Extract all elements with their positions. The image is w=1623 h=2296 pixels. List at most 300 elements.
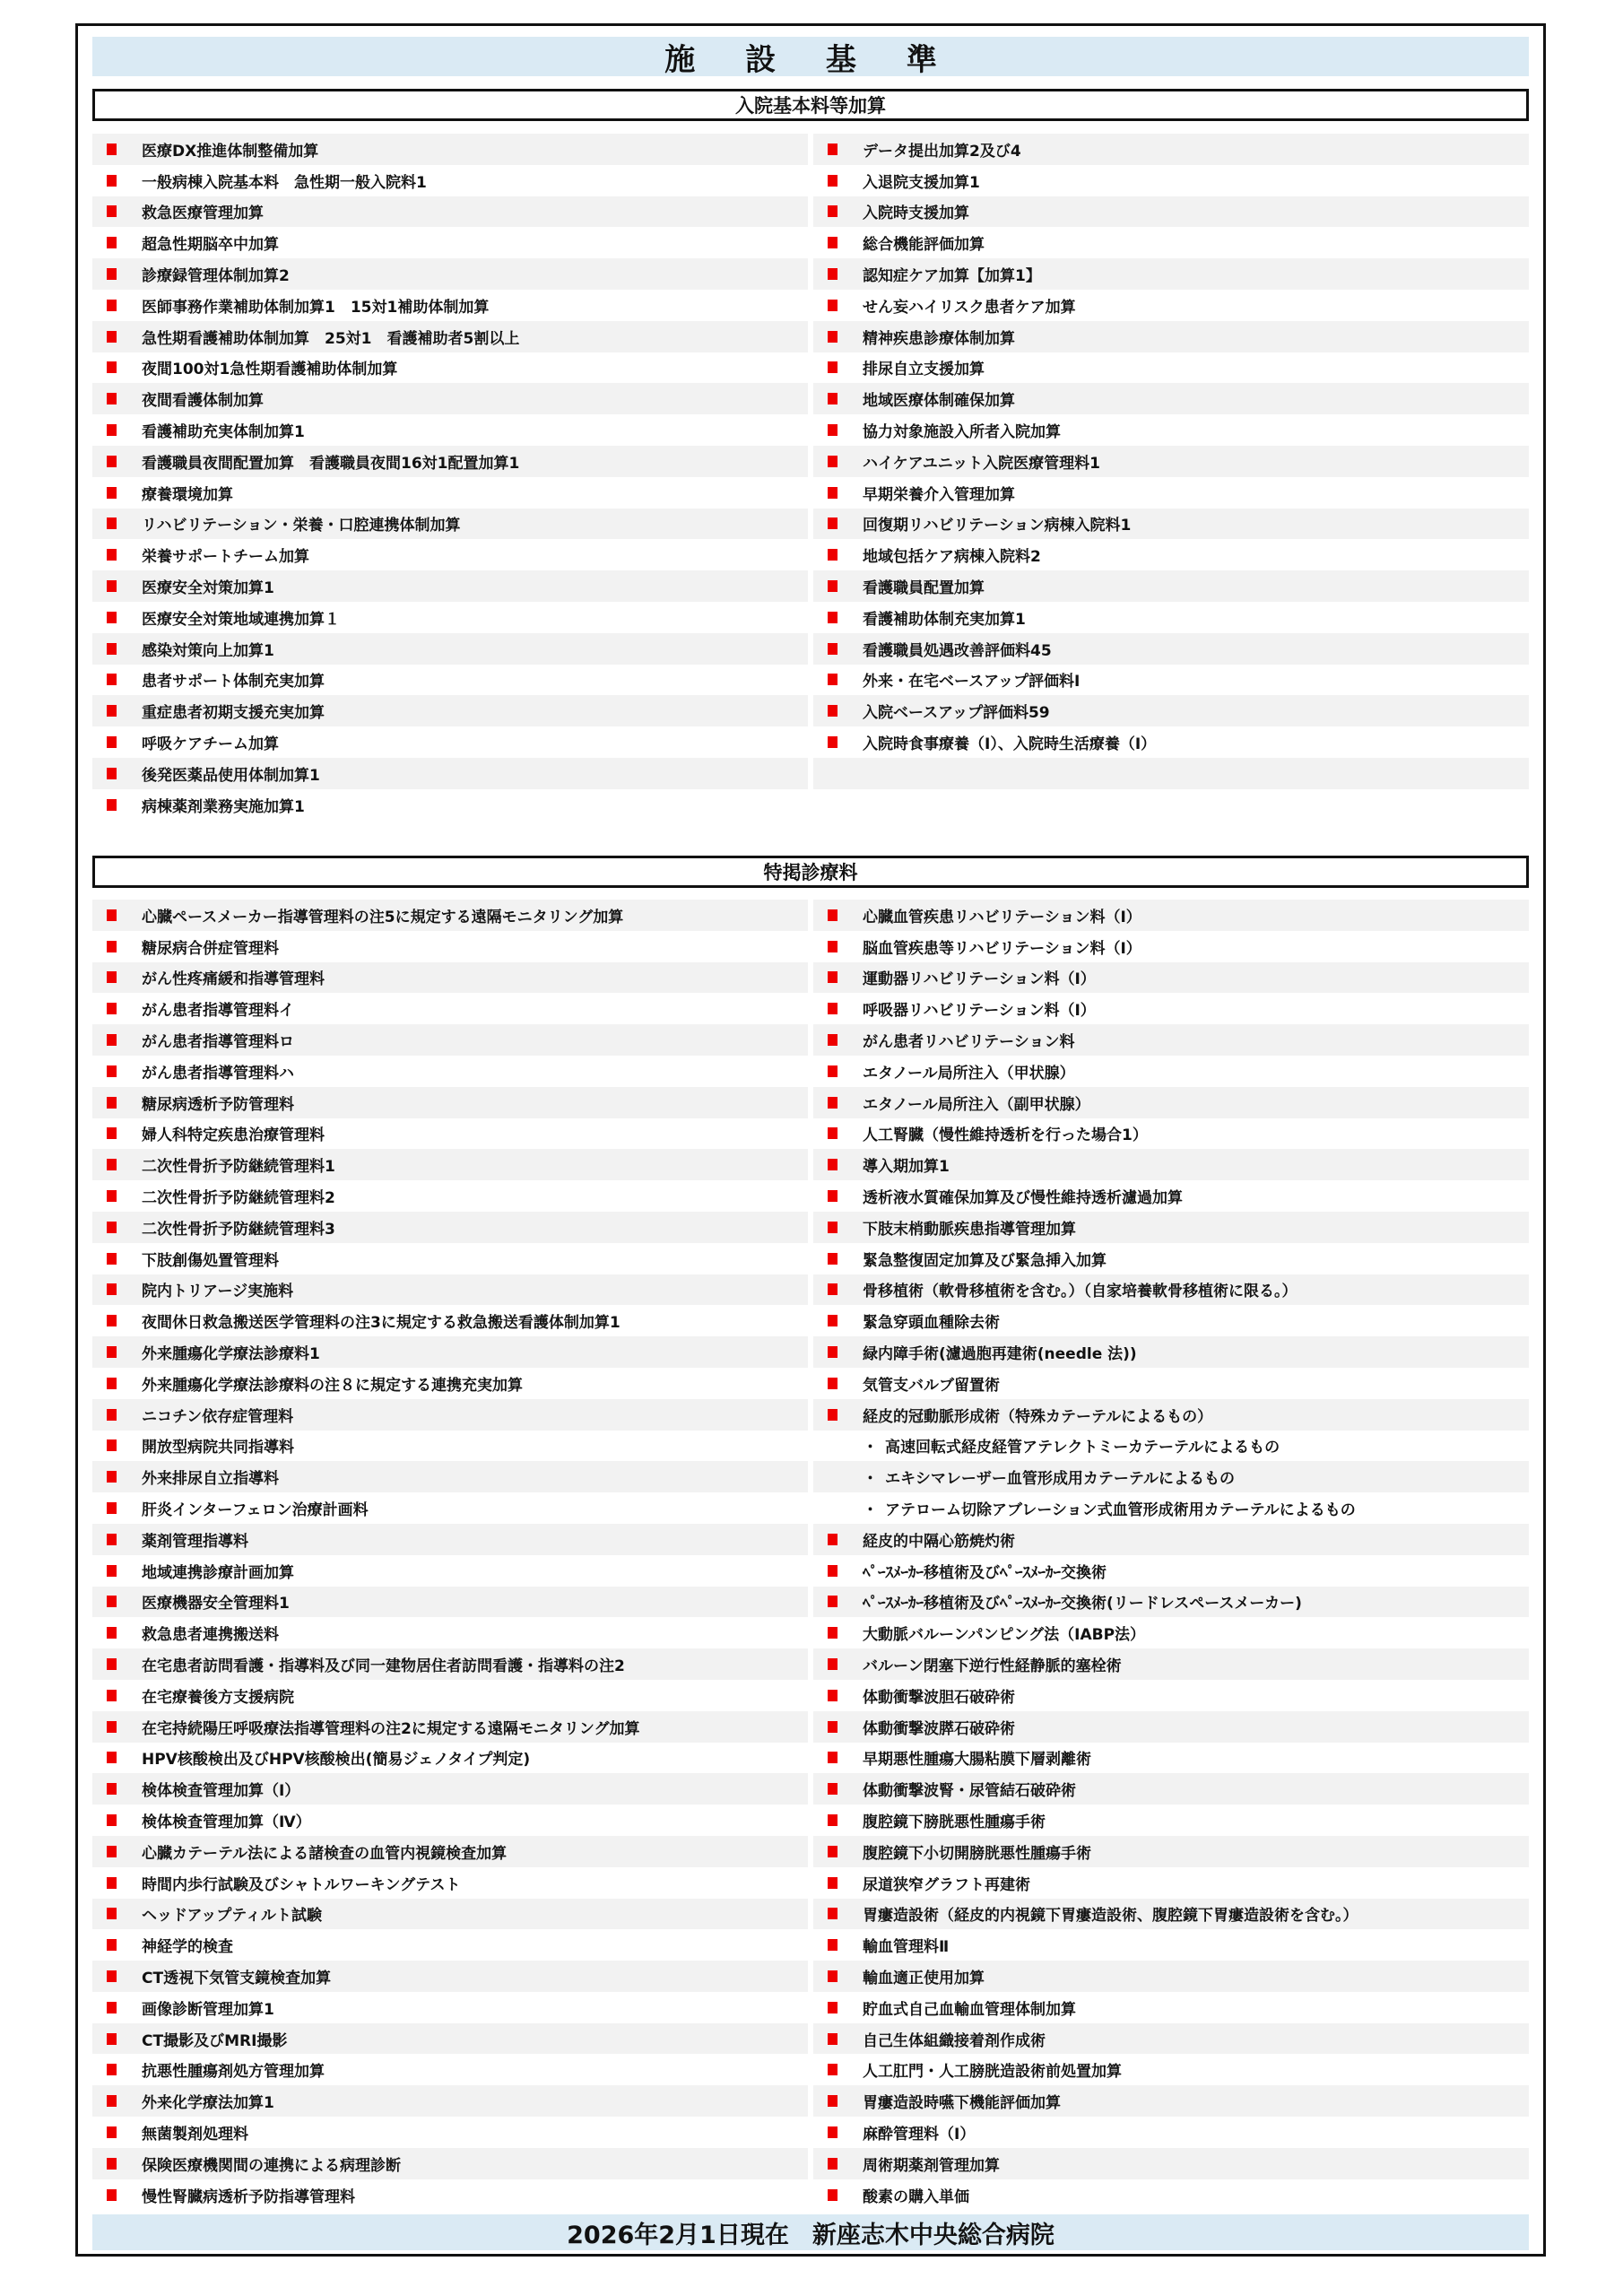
list-item-label: CT撮影及びMRI撮影 [142, 2031, 288, 2050]
red-square-bullet-icon [828, 393, 838, 404]
red-square-bullet-icon [828, 1752, 838, 1763]
list-item-label: 経皮的中隔心筋焼灼術 [863, 1532, 1015, 1551]
list-item [813, 352, 1529, 384]
list-item [92, 477, 808, 509]
red-square-bullet-icon [828, 1409, 838, 1421]
footer-hospital: 新座志木中央総合病院 [812, 2221, 1055, 2249]
list-item-label: 入院時食事療養（Ⅰ）、入院時生活療養（Ⅰ） [863, 735, 1157, 754]
red-square-bullet-icon [107, 1346, 117, 1358]
red-square-bullet-icon [828, 1097, 838, 1109]
list-subitem [813, 1492, 1529, 1524]
list-item [92, 993, 808, 1024]
list-item-label: 体動衝撃波胆石破砕術 [863, 1688, 1015, 1707]
red-square-bullet-icon [107, 1534, 117, 1545]
list-item-label: 救急医療管理加算 [142, 204, 264, 223]
red-square-bullet-icon [107, 768, 117, 779]
red-square-bullet-icon [107, 1970, 117, 1982]
red-square-bullet-icon [828, 1783, 838, 1795]
list-item [92, 2023, 808, 2055]
list-item-label: 緑内障手術(濾過胞再建術(needle 法)) [863, 1345, 1137, 1364]
footer-date: 2026年2月1日現在 [567, 2221, 789, 2249]
red-square-bullet-icon [828, 237, 838, 248]
list-item-label: 脳血管疾患等リハビリテーション料（Ⅰ） [863, 939, 1141, 958]
list-item [92, 665, 808, 696]
red-square-bullet-icon [107, 175, 117, 187]
list-item [92, 2179, 808, 2211]
red-square-bullet-icon [828, 643, 838, 655]
list-item-label: 薬剤管理指導料 [142, 1532, 248, 1551]
list-item-label: 精神疾患診療体制加算 [863, 329, 1015, 348]
list-item [813, 1399, 1529, 1431]
list-item-label: HPV核酸検出及びHPV核酸検出(簡易ジェノタイプ判定) [142, 1751, 531, 1770]
red-square-bullet-icon [828, 909, 838, 921]
red-square-bullet-icon [828, 205, 838, 217]
list-item-label: 気管支バルブ留置術 [863, 1376, 1000, 1395]
list-item-label: 夜間看護体制加算 [142, 392, 264, 411]
list-item-label: エキシマレーザー血管形成用カテーテルによるもの [885, 1470, 1235, 1489]
list-item-label: 下肢末梢動脈疾患指導管理加算 [863, 1220, 1076, 1239]
red-square-bullet-icon [828, 144, 838, 155]
list-item-label: 医療DX推進体制整備加算 [142, 142, 319, 161]
red-square-bullet-icon [107, 1814, 117, 1826]
list-item-label: エタノール局所注入（甲状腺） [863, 1064, 1075, 1083]
list-item [813, 227, 1529, 258]
list-item-label: 自己生体組織接着剤作成術 [863, 2031, 1046, 2050]
red-square-bullet-icon [107, 237, 117, 248]
list-item [92, 570, 808, 602]
red-square-bullet-icon [107, 909, 117, 921]
sub-bullet-icon: ・ [863, 1470, 878, 1489]
list-item [92, 695, 808, 726]
list-item-label: 在宅療養後方支援病院 [142, 1688, 294, 1707]
list-item [92, 539, 808, 570]
list-item-label: 超急性期脳卒中加算 [142, 236, 279, 255]
list-item-label: 急性期看護補助体制加算 25対1 看護補助者5割以上 [142, 329, 520, 348]
red-square-bullet-icon [828, 424, 838, 436]
list-item-label: 酸素の購入単価 [863, 2187, 969, 2206]
list-item-label: 回復期リハビリテーション病棟入院料1 [863, 517, 1132, 535]
list-item [92, 1899, 808, 1930]
list-item [92, 1587, 808, 1618]
list-item [92, 258, 808, 290]
red-square-bullet-icon [107, 331, 117, 343]
list-item [813, 962, 1529, 994]
red-square-bullet-icon [107, 1065, 117, 1077]
list-item-label: 人工腎臓（慢性維持透析を行った場合1） [863, 1126, 1148, 1145]
column-left [92, 134, 808, 821]
list-item-label: 慢性腎臓病透析予防指導管理料 [142, 2187, 355, 2206]
list-item-label: 医療安全対策地域連携加算１ [142, 610, 340, 629]
list-item-label: 検体検査管理加算（Ⅳ） [142, 1813, 311, 1831]
list-item-label: 抗悪性腫瘍剤処方管理加算 [142, 2063, 325, 2082]
list-item-label: 導入期加算1 [863, 1158, 950, 1177]
red-square-bullet-icon [107, 2158, 117, 2170]
list-item-label: 夜間100対1急性期看護補助体制加算 [142, 361, 398, 379]
red-square-bullet-icon [828, 331, 838, 343]
red-square-bullet-icon [107, 705, 117, 717]
list-item-label: 二次性骨折予防継続管理料1 [142, 1158, 335, 1177]
red-square-bullet-icon [828, 1846, 838, 1857]
page-title: 施 設 基 準 [92, 37, 1529, 76]
section-grid-inpatient [92, 134, 1529, 821]
red-square-bullet-icon [107, 612, 117, 623]
list-item-label: 外来腫瘍化学療法診療料1 [142, 1345, 320, 1364]
list-item-label: アテローム切除アブレーション式血管形成術用カテーテルによるもの [885, 1501, 1356, 1520]
list-item [813, 1805, 1529, 1836]
red-square-bullet-icon [107, 1565, 117, 1577]
red-square-bullet-icon [107, 941, 117, 952]
list-item [813, 477, 1529, 509]
list-item [813, 1587, 1529, 1618]
red-square-bullet-icon [828, 2158, 838, 2170]
list-item-label: 感染対策向上加算1 [142, 641, 274, 660]
column-left [92, 900, 808, 2210]
list-item [92, 758, 808, 789]
list-item-label: 入院ベースアップ評価料59 [863, 704, 1050, 723]
list-item-label: 運動器リハビリテーション料（Ⅰ） [863, 970, 1096, 989]
red-square-bullet-icon [107, 424, 117, 436]
red-square-bullet-icon [828, 456, 838, 467]
list-item [813, 1555, 1529, 1587]
red-square-bullet-icon [828, 1283, 838, 1295]
section-header-special: 特掲診療料 [92, 856, 1529, 888]
list-item-label: バルーン閉塞下逆行性経静脈的塞栓術 [863, 1657, 1122, 1676]
list-item [92, 726, 808, 758]
list-item-label: 婦人科特定疾患治療管理料 [142, 1126, 325, 1145]
list-item [813, 1118, 1529, 1150]
list-item [92, 1118, 808, 1150]
red-square-bullet-icon [828, 580, 838, 592]
list-item [92, 1431, 808, 1462]
list-item [813, 1149, 1529, 1180]
list-item-label: 入退院支援加算1 [863, 173, 980, 192]
list-item [92, 633, 808, 665]
list-item [813, 2148, 1529, 2179]
list-item-label: 時間内歩行試験及びシャトルワーキングテスト [142, 1875, 461, 1894]
list-item [92, 2054, 808, 2085]
red-square-bullet-icon [828, 971, 838, 983]
red-square-bullet-icon [107, 1315, 117, 1326]
red-square-bullet-icon [828, 300, 838, 311]
red-square-bullet-icon [828, 1534, 838, 1545]
list-item [813, 1961, 1529, 1992]
red-square-bullet-icon [107, 1378, 117, 1389]
list-item [92, 196, 808, 228]
red-square-bullet-icon [828, 1814, 838, 1826]
list-item-label: 栄養サポートチーム加算 [142, 548, 309, 567]
red-square-bullet-icon [107, 1471, 117, 1483]
list-item [813, 446, 1529, 477]
list-item-label: がん患者指導管理料ハ [142, 1064, 294, 1083]
red-square-bullet-icon [107, 1596, 117, 1607]
list-item-label: 重症患者初期支援充実加算 [142, 704, 325, 723]
list-item [813, 2117, 1529, 2148]
red-square-bullet-icon [107, 643, 117, 655]
red-square-bullet-icon [107, 205, 117, 217]
list-item [92, 1743, 808, 1774]
list-item [813, 1305, 1529, 1336]
list-item-label: 体動衝撃波腎・尿管結石破砕術 [863, 1782, 1076, 1801]
red-square-bullet-icon [107, 1877, 117, 1889]
red-square-bullet-icon [107, 1939, 117, 1951]
red-square-bullet-icon [828, 1127, 838, 1139]
footer [92, 2214, 1529, 2250]
list-item-label: がん性疼痛緩和指導管理料 [142, 970, 325, 989]
list-item [92, 1305, 808, 1336]
red-square-bullet-icon [107, 1627, 117, 1639]
list-item-label: 在宅持続陽圧呼吸療法指導管理料の注2に規定する遠隔モニタリング加算 [142, 1719, 640, 1738]
list-item [92, 1648, 808, 1680]
red-square-bullet-icon [828, 1190, 838, 1202]
list-item-label: 総合機能評価加算 [863, 236, 985, 255]
list-item [813, 1087, 1529, 1118]
list-item [813, 570, 1529, 602]
red-square-bullet-icon [828, 1970, 838, 1982]
red-square-bullet-icon [107, 1502, 117, 1514]
list-item-label: 検体検査管理加算（Ⅰ） [142, 1782, 300, 1801]
section-grid-special [92, 900, 1529, 2210]
list-item-label: 患者サポート体制充実加算 [142, 673, 325, 691]
list-item-label: がん患者指導管理料ロ [142, 1033, 294, 1052]
list-item [813, 414, 1529, 446]
list-item [813, 1524, 1529, 1555]
red-square-bullet-icon [828, 1315, 838, 1326]
list-item-label: CT透視下気管支鏡検査加算 [142, 1969, 332, 1987]
red-square-bullet-icon [107, 393, 117, 404]
list-item [813, 1368, 1529, 1399]
sub-bullet-icon: ・ [863, 1439, 878, 1457]
list-item [92, 2085, 808, 2117]
red-square-bullet-icon [828, 1378, 838, 1389]
red-square-bullet-icon [828, 1627, 838, 1639]
list-item-label: 外来化学療法加算1 [142, 2094, 274, 2113]
list-item-label: 看護職員配置加算 [863, 579, 985, 598]
red-square-bullet-icon [828, 1939, 838, 1951]
list-item [92, 1836, 808, 1867]
list-item-label: 看護補助体制充実加算1 [863, 610, 1026, 629]
list-item [92, 1368, 808, 1399]
list-item-label: 早期悪性腫瘍大腸粘膜下層剥離術 [863, 1751, 1091, 1770]
list-item-label: 周術期薬剤管理加算 [863, 2156, 1000, 2175]
list-item [813, 1056, 1529, 1087]
red-square-bullet-icon [107, 736, 117, 748]
red-square-bullet-icon [107, 1752, 117, 1763]
list-item-label: 看護職員処遇改善評価料45 [863, 641, 1052, 660]
red-square-bullet-icon [828, 517, 838, 529]
list-item [813, 1212, 1529, 1243]
list-item-label: 腹腔鏡下膀胱悪性腫瘍手術 [863, 1813, 1046, 1831]
list-item-label: 輸血管理料Ⅱ [863, 1938, 950, 1957]
red-square-bullet-icon [107, 1159, 117, 1170]
list-item [92, 227, 808, 258]
list-item [813, 321, 1529, 352]
red-square-bullet-icon [107, 1127, 117, 1139]
list-item-label: 腹腔鏡下小切開膀胱悪性腫瘍手術 [863, 1844, 1091, 1863]
red-square-bullet-icon [828, 2064, 838, 2075]
list-item [92, 1243, 808, 1274]
list-item [92, 1929, 808, 1961]
list-item-label: 医療安全対策加算1 [142, 579, 274, 598]
list-item [813, 1773, 1529, 1805]
red-square-bullet-icon [107, 1190, 117, 1202]
list-item-label: 地域連携診療計画加算 [142, 1563, 294, 1582]
column-right [813, 134, 1529, 821]
list-item-label: 緊急穿頭血種除去術 [863, 1314, 1000, 1333]
list-item-label: 在宅患者訪問看護・指導料及び同一建物居住者訪問看護・指導料の注2 [142, 1657, 625, 1676]
list-item [92, 1555, 808, 1587]
red-square-bullet-icon [107, 799, 117, 811]
red-square-bullet-icon [828, 549, 838, 561]
red-square-bullet-icon [107, 361, 117, 373]
red-square-bullet-icon [828, 1721, 838, 1733]
red-square-bullet-icon [828, 1346, 838, 1358]
list-item [813, 695, 1529, 726]
red-square-bullet-icon [828, 1658, 838, 1670]
list-item [813, 931, 1529, 962]
list-item-label: 看護職員夜間配置加算 看護職員夜間16対1配置加算1 [142, 454, 520, 473]
red-square-bullet-icon [107, 2189, 117, 2201]
list-item [92, 1399, 808, 1431]
red-square-bullet-icon [828, 1222, 838, 1233]
list-item [813, 1836, 1529, 1867]
list-item [92, 2148, 808, 2179]
red-square-bullet-icon [107, 144, 117, 155]
list-item [92, 1711, 808, 1743]
list-item-label: 院内トリアージ実施料 [142, 1283, 294, 1301]
list-item [813, 1680, 1529, 1711]
list-item [92, 1087, 808, 1118]
list-item [813, 1899, 1529, 1930]
list-item [92, 900, 808, 931]
list-item [813, 1711, 1529, 1743]
list-item-label: 呼吸ケアチーム加算 [142, 735, 279, 754]
list-item [92, 446, 808, 477]
red-square-bullet-icon [107, 517, 117, 529]
list-subitem [813, 1461, 1529, 1492]
red-square-bullet-icon [107, 1409, 117, 1421]
list-item [92, 1336, 808, 1368]
red-square-bullet-icon [107, 1658, 117, 1670]
red-square-bullet-icon [828, 487, 838, 499]
sub-bullet-icon: ・ [863, 1501, 878, 1520]
red-square-bullet-icon [107, 580, 117, 592]
list-item [813, 2179, 1529, 2211]
list-item-label: 人工肛門・人工膀胱造設術前処置加算 [863, 2063, 1122, 2082]
list-item [92, 1212, 808, 1243]
list-item-label: 麻酔管理料（Ⅰ） [863, 2125, 976, 2144]
red-square-bullet-icon [107, 2002, 117, 2013]
list-item [92, 165, 808, 196]
list-item-label: 呼吸器リハビリテーション料（Ⅰ） [863, 1002, 1096, 1021]
list-item-label: 排尿自立支援加算 [863, 361, 985, 379]
list-item-label: 経皮的冠動脈形成術（特殊カテーテルによるもの） [863, 1407, 1213, 1426]
list-item [813, 1180, 1529, 1212]
list-item [813, 165, 1529, 196]
list-item-label: 糖尿病透析予防管理料 [142, 1095, 294, 1114]
list-item [92, 1524, 808, 1555]
list-item [92, 2117, 808, 2148]
list-item [92, 1149, 808, 1180]
list-item [92, 1024, 808, 1056]
list-item-label: 胃瘻造設時嚥下機能評価加算 [863, 2094, 1061, 2113]
list-item [813, 196, 1529, 228]
list-item-label: 心臓カテーテル法による諸検査の血管内視鏡検査加算 [142, 1844, 508, 1863]
red-square-bullet-icon [828, 1690, 838, 1701]
list-item-label: 入院時支援加算 [863, 204, 969, 223]
list-item-label: 外来・在宅ベースアップ評価料Ⅰ [863, 673, 1081, 691]
document-frame [75, 23, 1546, 2257]
list-item [813, 758, 1529, 789]
list-item [92, 789, 808, 821]
list-item-label: 協力対象施設入所者入院加算 [863, 423, 1061, 442]
red-square-bullet-icon [107, 456, 117, 467]
list-item-label: ハイケアユニット入院医療管理料1 [863, 454, 1100, 473]
list-item [813, 602, 1529, 633]
list-item [813, 1648, 1529, 1680]
list-item [813, 2054, 1529, 2085]
list-item-label: エタノール局所注入（副甲状腺） [863, 1095, 1090, 1114]
list-item [813, 1929, 1529, 1961]
red-square-bullet-icon [107, 2126, 117, 2138]
list-item-label: 輸血適正使用加算 [863, 1969, 985, 1987]
red-square-bullet-icon [107, 1034, 117, 1046]
red-square-bullet-icon [107, 300, 117, 311]
red-square-bullet-icon [107, 268, 117, 280]
list-item [813, 539, 1529, 570]
red-square-bullet-icon [828, 674, 838, 685]
list-item [92, 931, 808, 962]
list-item-label: 大動脈バルーンパンピング法（IABP法） [863, 1626, 1146, 1645]
list-item-label: 糖尿病合併症管理料 [142, 939, 279, 958]
red-square-bullet-icon [107, 1222, 117, 1233]
list-item-label: せん妄ハイリスク患者ケア加算 [863, 298, 1076, 317]
list-item [92, 1617, 808, 1648]
red-square-bullet-icon [828, 1065, 838, 1077]
list-item-label: 骨移植術（軟骨移植術を含む。）（自家培養軟骨移植術に限る。） [863, 1283, 1298, 1301]
section-header-inpatient: 入院基本料等加算 [92, 89, 1529, 121]
list-item [813, 900, 1529, 931]
list-item [813, 1336, 1529, 1368]
red-square-bullet-icon [828, 2189, 838, 2201]
list-item [92, 602, 808, 633]
list-item-label: 貯血式自己血輸血管理体制加算 [863, 2000, 1076, 2019]
red-square-bullet-icon [107, 2033, 117, 2045]
list-item [92, 1461, 808, 1492]
list-item-label: 開放型病院共同指導料 [142, 1439, 294, 1457]
red-square-bullet-icon [107, 1097, 117, 1109]
red-square-bullet-icon [828, 1159, 838, 1170]
red-square-bullet-icon [828, 1565, 838, 1577]
list-item-label: 診療録管理体制加算2 [142, 267, 290, 286]
list-item [92, 1805, 808, 1836]
list-item [92, 290, 808, 321]
list-item-label: 無菌製剤処理料 [142, 2125, 248, 2144]
red-square-bullet-icon [828, 941, 838, 952]
list-item-label: 外来排尿自立指導料 [142, 1470, 279, 1489]
list-item [813, 1024, 1529, 1056]
list-item [813, 2085, 1529, 2117]
list-item [813, 290, 1529, 321]
red-square-bullet-icon [107, 549, 117, 561]
list-item [92, 352, 808, 384]
list-item-label: ニコチン依存症管理料 [142, 1407, 294, 1426]
column-right [813, 900, 1529, 2210]
list-item-label: 地域包括ケア病棟入院料2 [863, 548, 1041, 567]
list-item-label: 二次性骨折予防継続管理料2 [142, 1189, 335, 1208]
list-item [92, 321, 808, 352]
list-item-label: 高速回転式経皮経管アテレクトミーカテーテルによるもの [885, 1439, 1280, 1457]
red-square-bullet-icon [828, 175, 838, 187]
